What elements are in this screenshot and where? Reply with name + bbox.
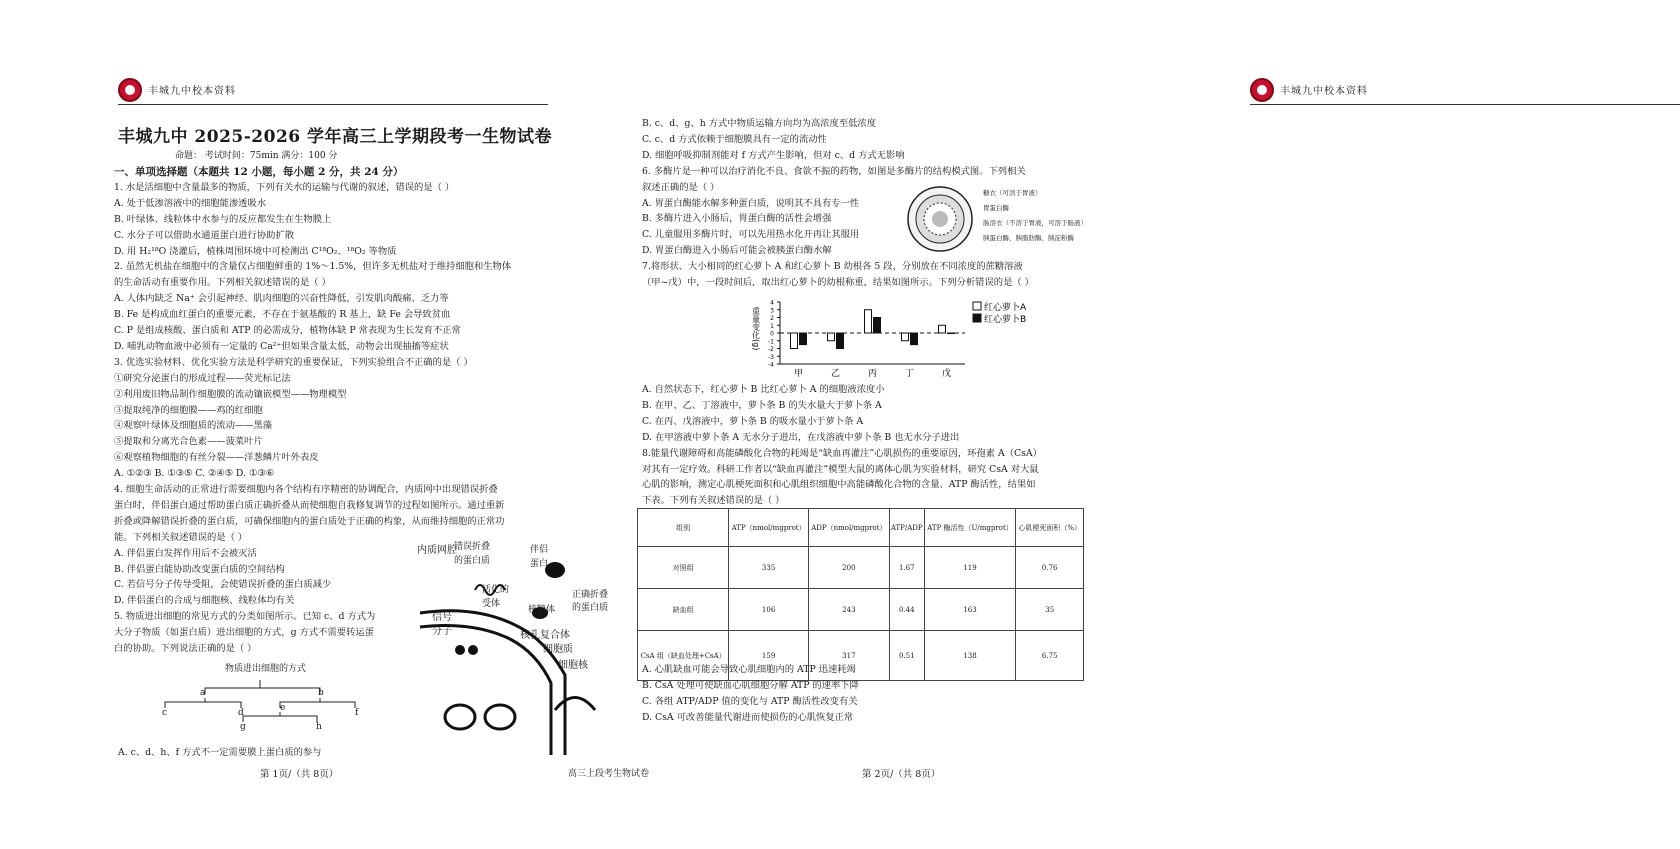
question-line: B. Fe 是构成血红蛋白的重要元素，不存在于氨基酸的 R 基上，缺 Fe 会导致贫血	[114, 309, 451, 321]
multi-enzyme-tablet-diagram	[905, 184, 975, 254]
table-cell: 106	[729, 589, 809, 631]
y-axis-label: 重量变化(g)	[751, 307, 761, 351]
bar-b	[837, 333, 844, 349]
y-tick-label: 1	[770, 322, 774, 330]
question-line: 6. 多酶片是一种可以治疗消化不良、食欲不振的药物，如图是多酶片的结构模式图。下列相关	[642, 165, 1026, 177]
question-line: 1. 水是活细胞中含量最多的物质，下列有关水的运输与代谢的叙述，错误的是（ ）	[114, 181, 455, 193]
question-line: 白的协助。下列说法正确的是（ ）	[114, 643, 257, 654]
question-line: 叙述正确的是（ ）	[642, 181, 720, 193]
question-line: 5. 物质进出细胞的常见方式的分类如图所示。已知 c、d 方式为	[114, 611, 376, 623]
table-cell: 6.75	[1016, 631, 1084, 681]
question-line: ②利用废旧物品制作细胞膜的流动镶嵌模型——物理模型	[114, 388, 347, 400]
table-cell: 0.51	[889, 631, 924, 681]
question-line: 7.将形状、大小相同的红心萝卜 A 和红心萝卜 B 幼根各 5 段，分别放在不同浓度的蔗糖溶液	[642, 261, 1023, 273]
question-line: A. 自然状态下，红心萝卜 B 比红心萝卜 A 的细胞液浓度小	[642, 384, 885, 395]
table-header-cell: 组别	[638, 509, 729, 547]
chaperone-label: 核糖体	[528, 605, 556, 615]
question-line: C. 在丙、戊溶液中，萝卜条 B 的吸水量小于萝卜条 A	[642, 415, 864, 427]
y-tick-label: -4	[768, 361, 774, 369]
page-header-right	[1250, 78, 1680, 108]
question-line: C. P 是组成核酸、蛋白质和 ATP 的必需成分，植物体缺 P 常表现为生长发育不正常	[114, 325, 461, 336]
table-cell: 163	[924, 589, 1016, 631]
table-row	[638, 547, 1084, 589]
transport-letter: a	[200, 688, 206, 698]
question-line: A. 处于低渗溶液中的细胞能渗透吸水	[114, 197, 267, 209]
transport-letter: b	[318, 688, 324, 698]
transport-letter: c	[162, 708, 168, 718]
y-tick-label: -2	[768, 346, 774, 353]
table-cell: 0.76	[1016, 547, 1084, 589]
header-divider	[118, 104, 548, 105]
page-number-left: 第 1页/（共 8页）	[260, 769, 339, 780]
chaperone-label: 活化的	[482, 585, 510, 595]
question-line: D. CsA 可改善能量代谢进而使损伤的心肌恢复正常	[642, 711, 854, 723]
school-name: 丰城九中校本资料	[1280, 86, 1368, 97]
question-line: D. 细胞呼吸抑制剂能对 f 方式产生影响，但对 c、d 方式无影响	[642, 149, 905, 161]
bar-b	[948, 333, 955, 334]
bar-a	[828, 333, 835, 341]
table-header-cell: ADP（nmol/mgprot）	[808, 509, 889, 547]
chaperone-label: 信号	[432, 612, 452, 623]
chaperone-label: 错误折叠	[454, 542, 491, 552]
y-tick-label: 0	[770, 330, 774, 338]
chaperone-label: 核孔复合体	[520, 630, 570, 641]
chaperone-diagram	[415, 535, 615, 760]
transport-classification-diagram	[155, 678, 375, 743]
chaperone-label: 蛋白	[530, 559, 549, 569]
question-line: D. 伴侣蛋白的合成与细胞核、线粒体均有关	[114, 595, 295, 607]
question-line: C. 若信号分子传导受阻，会使错误折叠的蛋白质减少	[114, 579, 332, 591]
table-cell: 缺血组	[638, 589, 729, 631]
chaperone-label: 细胞质	[543, 644, 573, 655]
table-cell: 119	[924, 547, 1016, 589]
legend-label: 红心萝卜A	[984, 303, 1027, 313]
transport-letter: g	[240, 722, 246, 732]
question-line: D. 用 H₂¹⁸O 浇灌后，植株周围环境中可检测出 C¹⁸O₂、¹⁸O₂ 等物质	[114, 245, 397, 257]
bar-a	[939, 325, 946, 333]
table-cell: CsA 组（缺血处理+CsA）	[638, 631, 729, 681]
category-label: 戊	[941, 369, 952, 379]
table-header-row	[638, 509, 1084, 547]
category-label: 丁	[904, 369, 915, 379]
table-cell: 317	[808, 631, 889, 681]
chaperone-label: 细胞核	[558, 660, 588, 671]
question-line: B. CsA 处理可使缺血心肌细胞分解 ATP 的速率下降	[642, 679, 859, 691]
table-header-cell: ATP 酶活性（U/mgprot）	[924, 509, 1016, 547]
question-line: A. 心肌缺血可能会导致心肌细胞内的 ATP 迅速耗竭	[642, 664, 856, 675]
question-line: 8.能量代谢障碍和高能磷酸化合物的耗竭是“缺血再灌注”心肌损伤的重要原因，环孢素 A（CsA）	[642, 447, 1042, 459]
table-cell: 200	[808, 547, 889, 589]
table-header-cell: ATP（nmol/mgprot）	[729, 509, 809, 547]
category-label: 乙	[830, 369, 841, 379]
table-row	[638, 589, 1084, 631]
table-header-cell: ATP/ADP	[889, 509, 924, 547]
bar-b	[800, 333, 807, 345]
chaperone-label: 的蛋白质	[454, 556, 491, 566]
question-line: D. 在甲溶液中萝卜条 A 无水分子进出，在戊溶液中萝卜条 B 也无水分子进出	[642, 431, 960, 443]
section-heading: 一、单项选择题（本题共 12 小题，每小题 2 分，共 24 分）	[114, 166, 404, 178]
question-line: 蛋白时，伴侣蛋白通过帮助蛋白质正确折叠从而使细胞自我修复调节的过程如图所示。通过重新	[114, 499, 505, 511]
chaperone-label: 正确折叠	[572, 590, 609, 600]
chaperone-label: 内质网腔	[417, 545, 457, 556]
question-line: B. c、d、g、h 方式中物质运输方向均为高浓度至低浓度	[642, 118, 877, 129]
school-logo-icon	[1250, 78, 1274, 102]
table-cell: 35	[1016, 589, 1084, 631]
category-label: 丙	[867, 369, 878, 379]
legend-label: 红心萝卜B	[984, 315, 1027, 325]
transport-letter: e	[280, 703, 286, 713]
school-name: 丰城九中校本资料	[148, 86, 236, 97]
question-line: 的生命活动有重要作用。下列相关叙述错误的是（ ）	[114, 277, 331, 289]
bar-a	[865, 310, 872, 333]
table-cell: 335	[729, 547, 809, 589]
question-line: C. 水分子可以借助水通道蛋白进行协助扩散	[114, 229, 295, 241]
center-footer: 高三上段考生物试卷	[568, 769, 650, 779]
question-line: 对其有一定疗效。科研工作者以“缺血再灌注”模型大鼠的离体心肌为实验材料，研究 CsA 对大鼠	[642, 463, 1039, 475]
legend-swatch	[973, 314, 981, 322]
table-cell: 243	[808, 589, 889, 631]
chaperone-label: 分子	[432, 626, 452, 637]
question-line: 心肌的影响，测定心肌梗死面积和心肌组织细胞中高能磷酸化合物的含量、ATP 酶活性，结果如	[642, 479, 1036, 491]
bar-a	[791, 333, 798, 349]
question-line: C. 各组 ATP/ADP 值的变化与 ATP 酶活性改变有关	[642, 695, 858, 707]
tablet-label: 肠溶衣（不溶于胃液，可溶于肠液）	[983, 219, 1087, 227]
table-body	[638, 547, 1084, 681]
bar-b	[874, 318, 881, 334]
weight-change-chart	[748, 296, 1088, 380]
question-line: 能。下列相关叙述错误的是（ ）	[114, 531, 248, 543]
question-line: D. 胃蛋白酶进入小肠后可能会被胰蛋白酶水解	[642, 245, 832, 257]
transport-letter: h	[316, 722, 322, 732]
question-line: C. 儿童服用多酶片时，可以先用热水化开再让其服用	[642, 229, 860, 241]
tablet-label: 糖衣（可溶于胃液）	[983, 189, 1042, 197]
question-line: D. 哺乳动物血液中必须有一定量的 Ca²⁺但如果含量太低，动物会出现抽搐等症状	[114, 340, 449, 352]
table-cell: 0.44	[889, 589, 924, 631]
transport-letter: f	[355, 708, 359, 718]
table-cell: 159	[729, 631, 809, 681]
question-line: 4. 细胞生命活动的正常进行需要细胞内各个结构有序精密的协调配合，内质网中出现错误折叠	[114, 484, 498, 495]
question-line: ①研究分泌蛋白的形成过程——荧光标记法	[114, 372, 291, 384]
transport-diagram-title: 物质进出细胞的方式	[225, 664, 307, 674]
table-cell: 对照组	[638, 547, 729, 589]
tablet-label: 胰蛋白酶、胰脂肪酶、胰淀粉酶	[983, 234, 1074, 242]
question-line: ⑤提取和分离光合色素——菠菜叶片	[114, 436, 263, 448]
exam-meta: 命题： 考试时间：75min 满分：100 分	[175, 151, 338, 161]
q8-data-table	[637, 508, 1084, 681]
question-line: 2. 虽然无机盐在细胞中的含量仅占细胞鲜重的 1%～1.5%，但许多无机盐对于维持细胞和生物体	[114, 261, 512, 273]
chaperone-label: 的蛋白质	[572, 603, 609, 613]
question-line: 折叠或降解错误折叠的蛋白质，可确保细胞内的蛋白质处于正确的构象，从而维持细胞的正常功	[114, 515, 505, 527]
table-cell: 138	[924, 631, 1016, 681]
chaperone-label: 伴侣	[530, 545, 549, 555]
chaperone-label: 受体	[482, 599, 501, 609]
question-line: ③提取纯净的细胞膜——鸡的红细胞	[114, 404, 263, 416]
question-line: A. ①②③ B. ①③⑤ C. ②④⑤ D. ①③⑥	[114, 468, 274, 480]
header-divider	[1250, 104, 1680, 105]
table-row	[638, 631, 1084, 681]
category-label: 甲	[793, 369, 804, 379]
question-line: A. 伴侣蛋白发挥作用后不会被灭活	[114, 547, 257, 559]
table-cell: 1.67	[889, 547, 924, 589]
question-line: B. 叶绿体、线粒体中水参与的反应都发生在生物膜上	[114, 213, 332, 225]
table-header-cell: 心肌梗死面积（%）	[1016, 509, 1084, 547]
y-tick-label: 3	[770, 307, 774, 315]
question-line: （甲~戊）中，一段时间后，取出红心萝卜的幼根称重，结果如图所示。下列分析错误的是（ ）	[642, 277, 1034, 288]
exam-title: 丰城九中 2025-2026 学年高三上学期段考一生物试卷	[118, 127, 553, 147]
question-line: 3. 优选实验材料、优化实验方法是科学研究的重要保证，下列实验组合不正确的是（ ）	[114, 356, 473, 368]
question-line: A. 人体内缺乏 Na⁺ 会引起神经、肌肉细胞的兴奋性降低，引发肌肉酸痛、乏力等	[114, 293, 449, 305]
tablet-label: 胃蛋白酶	[983, 204, 1009, 212]
y-tick-label: 2	[770, 315, 774, 322]
question-line: ⑥观察植物细胞的有丝分裂——洋葱鳞片叶外表皮	[114, 452, 319, 464]
bar-a	[902, 333, 909, 341]
question-line: C. c、d 方式依赖于细胞膜具有一定的流动性	[642, 133, 827, 145]
page-header	[118, 78, 548, 108]
question-line: 下表。下列有关叙述错误的是（ ）	[642, 495, 785, 507]
bar-b	[911, 333, 918, 345]
y-tick-label: -1	[768, 338, 774, 346]
page-number-right: 第 2页/（共 8页）	[862, 769, 941, 780]
y-tick-label: 4	[770, 299, 774, 307]
question-line: ④观察叶绿体及细胞质的流动——黑藻	[114, 420, 273, 432]
question-line: B. 多酶片进入小肠后，胃蛋白酶的活性会增强	[642, 213, 832, 225]
question-line: 大分子物质（如蛋白质）进出细胞的方式，g 方式不需要转运蛋	[114, 627, 374, 639]
y-tick-label: -3	[768, 353, 774, 361]
school-logo-icon	[118, 78, 142, 102]
question-line: B. 在甲、乙、丁溶液中，萝卜条 B 的失水量大于萝卜条 A	[642, 399, 882, 411]
transport-letter: d	[238, 708, 244, 718]
q5-option-a: A. c、d、h、f 方式不一定需要膜上蛋白质的参与	[118, 747, 322, 758]
question-line: A. 胃蛋白酶能水解多种蛋白质，说明其不具有专一性	[642, 197, 860, 209]
question-line: B. 伴侣蛋白能协助改变蛋白质的空间结构	[114, 563, 285, 575]
legend-swatch	[973, 302, 981, 310]
